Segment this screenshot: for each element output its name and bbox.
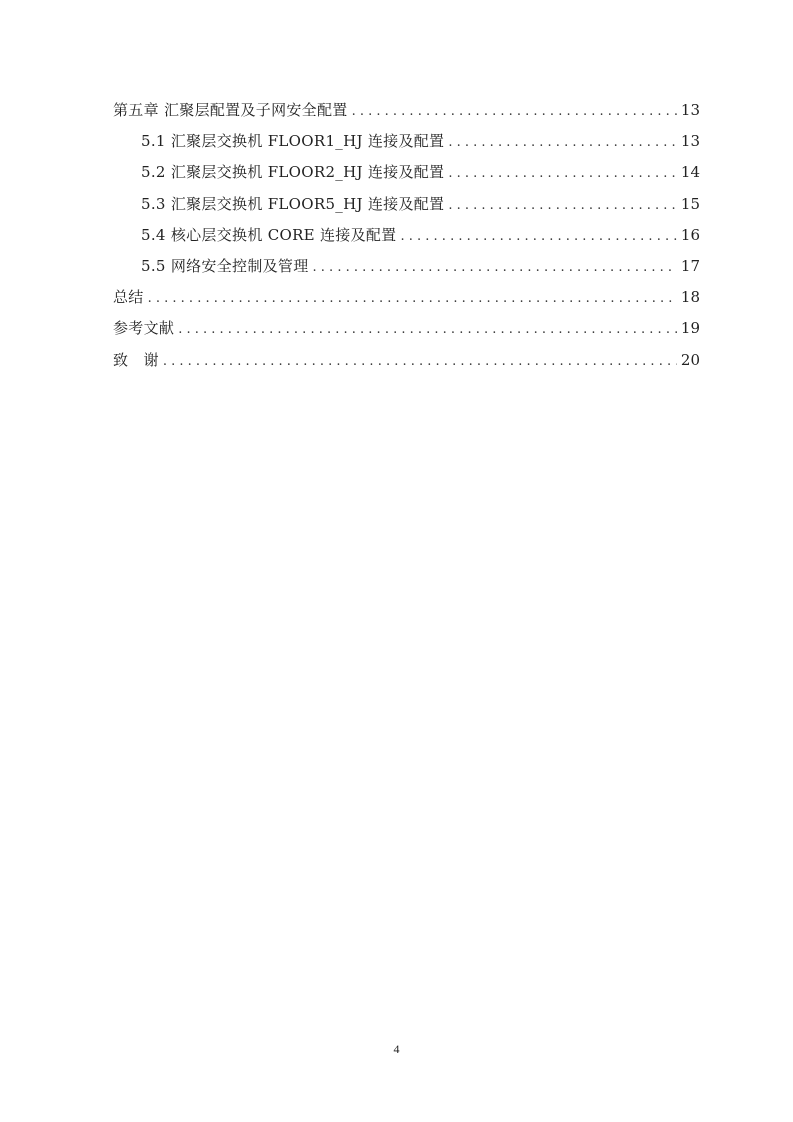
toc-entry-acknowledgements[interactable]	[113, 347, 700, 378]
toc-entry-label: 5.5 网络安全控制及管理	[141, 256, 309, 275]
toc-entry-page: 20	[680, 350, 700, 369]
toc-entry-page: 17	[680, 256, 700, 275]
toc-entry-page: 19	[680, 319, 700, 338]
toc-entry-label: 总结	[113, 288, 144, 307]
toc-entry-5-4[interactable]	[113, 222, 700, 253]
toc-dot-leader	[400, 224, 676, 250]
toc-entry-chapter-5[interactable]	[113, 97, 700, 128]
toc-entry-label: 致 谢	[113, 350, 159, 369]
toc-dot-leader	[313, 255, 677, 281]
toc-entry-page: 13	[680, 101, 700, 119]
toc-entry-label: 5.1 汇聚层交换机 FLOOR1_HJ 连接及配置	[141, 132, 445, 151]
toc-entry-label: 参考文献	[113, 319, 175, 338]
toc-entry-5-5[interactable]	[113, 253, 700, 284]
toc-entry-label: 5.3 汇聚层交换机 FLOOR5_HJ 连接及配置	[141, 194, 445, 213]
toc-dot-leader	[178, 317, 677, 343]
toc-dot-leader	[148, 286, 677, 312]
toc-dot-leader	[448, 193, 677, 219]
page-number: 4	[393, 1042, 400, 1056]
toc-entry-page: 14	[680, 163, 700, 182]
toc-dot-leader	[352, 99, 677, 125]
toc-dot-leader	[163, 349, 677, 375]
table-of-contents	[113, 97, 700, 378]
toc-entry-label: 5.2 汇聚层交换机 FLOOR2_HJ 连接及配置	[141, 163, 445, 182]
toc-dot-leader	[448, 130, 677, 156]
toc-entry-summary[interactable]	[113, 284, 700, 315]
toc-entry-label: 第五章 汇聚层配置及子网安全配置	[113, 101, 348, 119]
toc-dot-leader	[448, 161, 677, 187]
toc-entry-page: 13	[680, 132, 700, 151]
toc-entry-page: 16	[680, 225, 700, 244]
toc-entry-page: 18	[680, 288, 700, 307]
toc-entry-references[interactable]	[113, 315, 700, 346]
toc-entry-5-2[interactable]	[113, 159, 700, 190]
toc-entry-5-1[interactable]	[113, 128, 700, 159]
toc-entry-5-3[interactable]	[113, 191, 700, 222]
toc-entry-page: 15	[680, 194, 700, 213]
toc-entry-label: 5.4 核心层交换机 CORE 连接及配置	[141, 225, 397, 244]
